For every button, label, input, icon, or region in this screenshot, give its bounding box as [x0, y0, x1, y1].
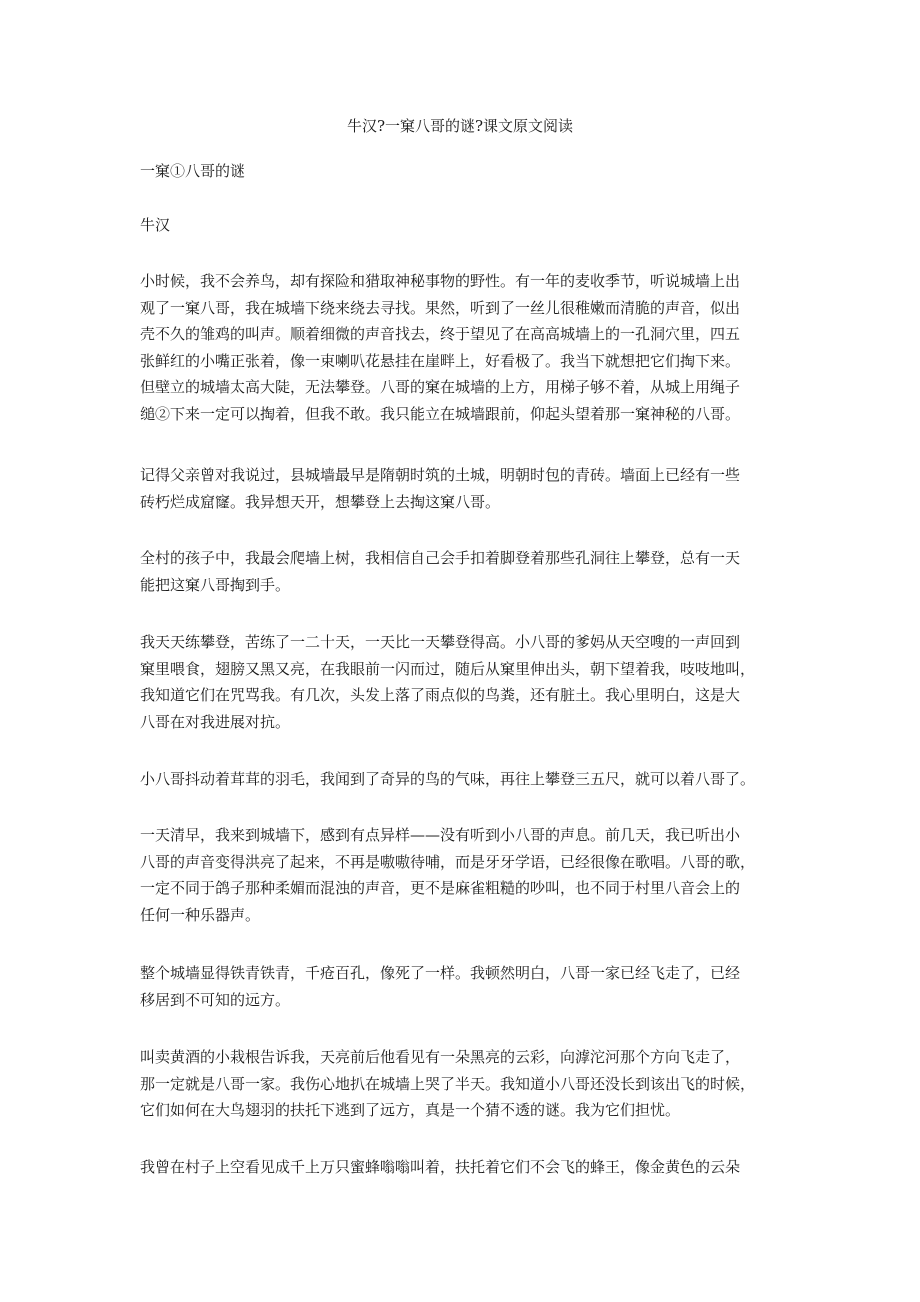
paragraph-line: 移居到不可知的远方。	[140, 990, 291, 1009]
paragraph-line: 小八哥抖动着茸茸的羽毛，我闻到了奇异的鸟的气味，再往上攀登三五尺，就可以着八哥了。	[140, 770, 756, 788]
paragraph-1	[140, 268, 800, 427]
paragraph-line: 八哥在对我进展对抗。	[140, 712, 291, 731]
paragraph-line: 壳不久的雏鸡的叫声。顺着细微的声音找去，终于望见了在高高城墙上的一孔洞穴里，四五	[140, 325, 741, 343]
paragraph-line: 叫卖黄酒的小栽根告诉我，天亮前后他看见有一朵黑亮的云彩，向滹沱河那个方向飞走了，	[140, 1048, 741, 1066]
paragraph-line: 我知道它们在咒骂我。有几次，头发上落了雨点似的鸟粪，还有脏土。我心里明白，这是大	[140, 686, 741, 704]
article-author: 牛汉	[140, 216, 171, 234]
paragraph-6	[140, 822, 800, 928]
paragraph-line: 缒②下来一定可以掏着，但我不敢。我只能立在城墙跟前，仰起头望着那一窠神秘的八哥。	[140, 404, 741, 423]
paragraph-line: 全村的孩子中，我最会爬墙上树，我相信自己会手扣着脚登着那些孔洞往上攀登，总有一天	[140, 549, 741, 567]
paragraph-line: 砖朽烂成窟窿。我异想天开，想攀登上去掏这窠八哥。	[140, 492, 501, 511]
paragraph-line: 整个城墙显得铁青铁青，千疮百孔，像死了一样。我顿然明白，八哥一家已经飞走了，已经	[140, 964, 741, 982]
paragraph-5	[140, 766, 800, 793]
paragraph-8	[140, 1044, 800, 1124]
paragraph-line: 任何一种乐器声。	[140, 905, 261, 924]
paragraph-line: 但壁立的城墙太高大陡，无法攀登。八哥的窠在城墙的上方，用梯子够不着，从城上用绳子	[140, 378, 741, 396]
document-title: 牛汉?一窠八哥的谜?课文原文阅读	[346, 117, 574, 135]
paragraph-line: 窠里喂食，翅膀又黑又亮，在我眼前一闪而过，随后从窠里伸出头，朝下望着我，吱吱地叫，	[140, 659, 756, 678]
paragraph-7	[140, 960, 800, 1013]
paragraph-line: 我曾在村子上空看见成千上万只蜜蜂嗡嗡叫着，扶托着它们不会飞的蜂王，像金黄色的云朵	[140, 1158, 741, 1176]
paragraph-4	[140, 629, 800, 735]
paragraph-line: 一定不同于鸽子那种柔媚而混浊的声音，更不是麻雀粗糙的吵叫，也不同于村里八音会上的	[140, 879, 741, 897]
paragraph-line: 我天天练攀登，苦练了一二十天，一天比一天攀登得高。小八哥的爹妈从天空嗖的一声回到	[140, 633, 741, 651]
paragraph-3	[140, 545, 800, 598]
paragraph-line: 它们如何在大鸟翅羽的扶托下逃到了远方，真是一个猜不透的谜。我为它们担忧。	[140, 1101, 681, 1119]
paragraph-line: 记得父亲曾对我说过，县城墙最早是隋朝时筑的土城，明朝时包的青砖。墙面上已经有一些	[140, 466, 741, 484]
article-heading: 一窠①八哥的谜	[140, 162, 246, 180]
paragraph-line: 观了一窠八哥，我在城墙下绕来绕去寻找。果然，听到了一丝儿很稚嫩而清脆的声音，似出	[140, 298, 741, 317]
paragraph-line: 那一定就是八哥一家。我伤心地扒在城墙上哭了半天。我知道小八哥还没长到该出飞的时候，	[140, 1074, 756, 1093]
paragraph-line: 张鲜红的小嘴正张着，像一束喇叭花悬挂在崖畔上，好看极了。我当下就想把它们掏下来。	[140, 351, 741, 370]
paragraph-9	[140, 1154, 800, 1181]
paragraph-line: 能把这窠八哥掏到手。	[140, 575, 291, 594]
paragraph-line: 小时候，我不会养鸟，却有探险和猎取神秘事物的野性。有一年的麦收季节，听说城墙上出	[140, 272, 741, 290]
paragraph-2	[140, 462, 800, 515]
paragraph-line: 一天清早，我来到城墙下，感到有点异样——没有听到小八哥的声息。前几天，我已听出小	[140, 826, 741, 844]
paragraph-line: 八哥的声音变得洪亮了起来，不再是嗷嗷待哺，而是牙牙学语，已经很像在歌唱。八哥的歌，	[140, 852, 756, 871]
